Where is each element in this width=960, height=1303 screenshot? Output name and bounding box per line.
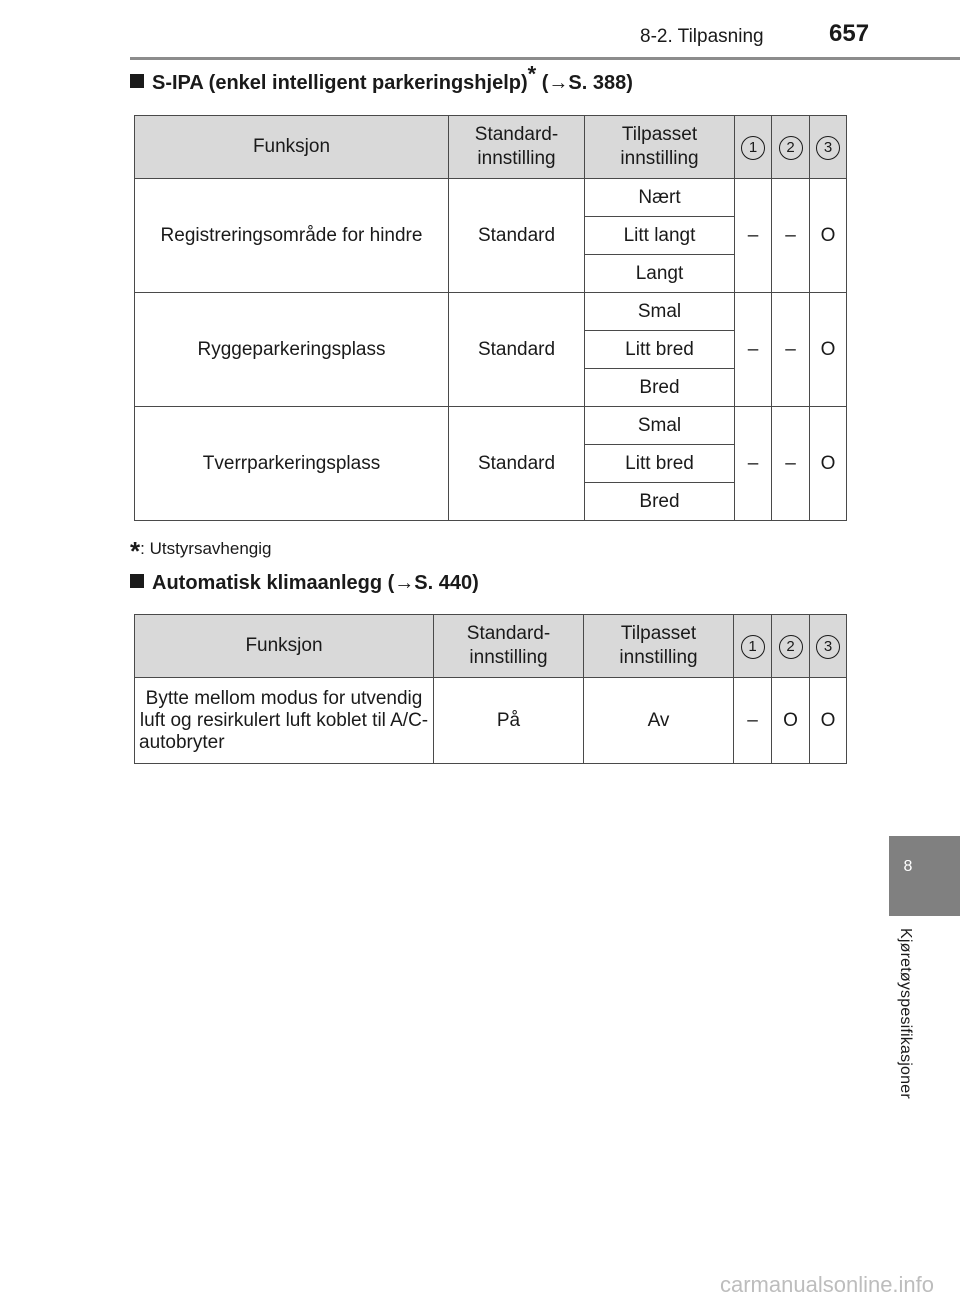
cell-option: Litt langt: [585, 217, 735, 255]
col-header-1: [734, 615, 772, 678]
section-title-text: Automatisk klimaanlegg: [152, 572, 383, 594]
cell-c1: –: [734, 678, 772, 764]
cell-function: Ryggeparkeringsplass: [135, 293, 449, 407]
circled-2-icon: 2: [779, 136, 803, 160]
circled-2-icon: 2: [779, 635, 803, 659]
table-row: [135, 407, 847, 445]
col-header-function: Funksjon: [135, 615, 434, 678]
cell-c3: O: [810, 678, 847, 764]
cell-default: Standard: [449, 293, 585, 407]
cell-c1: –: [735, 179, 772, 293]
circled-1-icon: 1: [741, 136, 765, 160]
footnote-star: *: [130, 536, 141, 566]
cell-option: Nært: [585, 179, 735, 217]
col-header-2: [772, 116, 810, 179]
col-header-2: [772, 615, 810, 678]
cell-custom: Av: [584, 678, 734, 764]
cell-default: Standard: [449, 407, 585, 521]
footnote: [130, 536, 271, 567]
cell-c2: O: [772, 678, 810, 764]
cell-option: Litt bred: [585, 445, 735, 483]
page-number: 657: [829, 20, 870, 47]
cell-function: Registreringsområde for hindre: [135, 179, 449, 293]
col-header-default-text: Standard- innstilling: [474, 124, 559, 169]
climate-settings-table: [134, 614, 847, 764]
cell-function: Bytte mellom modus for utvendig luft og resirkulert luft koblet til A/C-autobryter: [135, 678, 434, 764]
footnote-mark: *: [527, 61, 537, 87]
bullet-square-icon: [130, 574, 144, 588]
table-row: [135, 678, 847, 764]
col-header-custom-text: Tilpasset innstilling: [620, 124, 699, 169]
cell-c1: –: [735, 293, 772, 407]
col-header-custom-text: Tilpasset innstilling: [619, 623, 698, 668]
cell-option: Bred: [585, 483, 735, 521]
section-title-text: S-IPA (enkel intelligent parkeringshjelp): [152, 72, 528, 94]
page-reference: (→S. 440): [387, 572, 479, 594]
table-row: [135, 179, 847, 217]
bullet-square-icon: [130, 74, 144, 88]
cell-c3: O: [810, 293, 847, 407]
col-header-default: [434, 615, 584, 678]
table-header-row: [135, 116, 847, 179]
section-title-climate: [130, 572, 479, 595]
cell-default: På: [434, 678, 584, 764]
col-header-3: [810, 615, 847, 678]
col-header-3: [810, 116, 847, 179]
watermark: carmanualsonline.info: [720, 1272, 935, 1297]
cell-option: Smal: [585, 407, 735, 445]
circled-1-icon: 1: [741, 635, 765, 659]
col-header-function: Funksjon: [135, 116, 449, 179]
col-header-custom: [585, 116, 735, 179]
col-header-1: [735, 116, 772, 179]
cell-function: Tverrparkeringsplass: [135, 407, 449, 521]
header-rule: [130, 57, 960, 60]
table-header-row: [135, 615, 847, 678]
header-section-title: 8-2. Tilpasning: [640, 26, 764, 47]
sipa-settings-table: [134, 115, 847, 521]
cell-c2: –: [772, 293, 810, 407]
cell-option: Bred: [585, 369, 735, 407]
col-header-default: [449, 116, 585, 179]
cell-option: Smal: [585, 293, 735, 331]
cell-default: Standard: [449, 179, 585, 293]
page-reference: (→S. 388): [541, 72, 633, 94]
cell-c2: –: [772, 179, 810, 293]
col-header-custom: [584, 615, 734, 678]
section-title-sipa: [130, 61, 633, 95]
cell-option: Langt: [585, 255, 735, 293]
cell-c3: O: [810, 407, 847, 521]
cell-c3: O: [810, 179, 847, 293]
cell-c2: –: [772, 407, 810, 521]
col-header-default-text: Standard- innstilling: [466, 623, 551, 668]
chapter-tab-label: Kjøretøyspesifikasjoner: [897, 928, 914, 1099]
chapter-tab-number: 8: [903, 858, 913, 875]
circled-3-icon: 3: [816, 136, 840, 160]
chapter-tab[interactable]: [889, 836, 960, 916]
cell-option: Litt bred: [585, 331, 735, 369]
footnote-text: : Utstyrsavhengig: [140, 539, 272, 558]
cell-c1: –: [735, 407, 772, 521]
table-row: [135, 293, 847, 331]
circled-3-icon: 3: [816, 635, 840, 659]
